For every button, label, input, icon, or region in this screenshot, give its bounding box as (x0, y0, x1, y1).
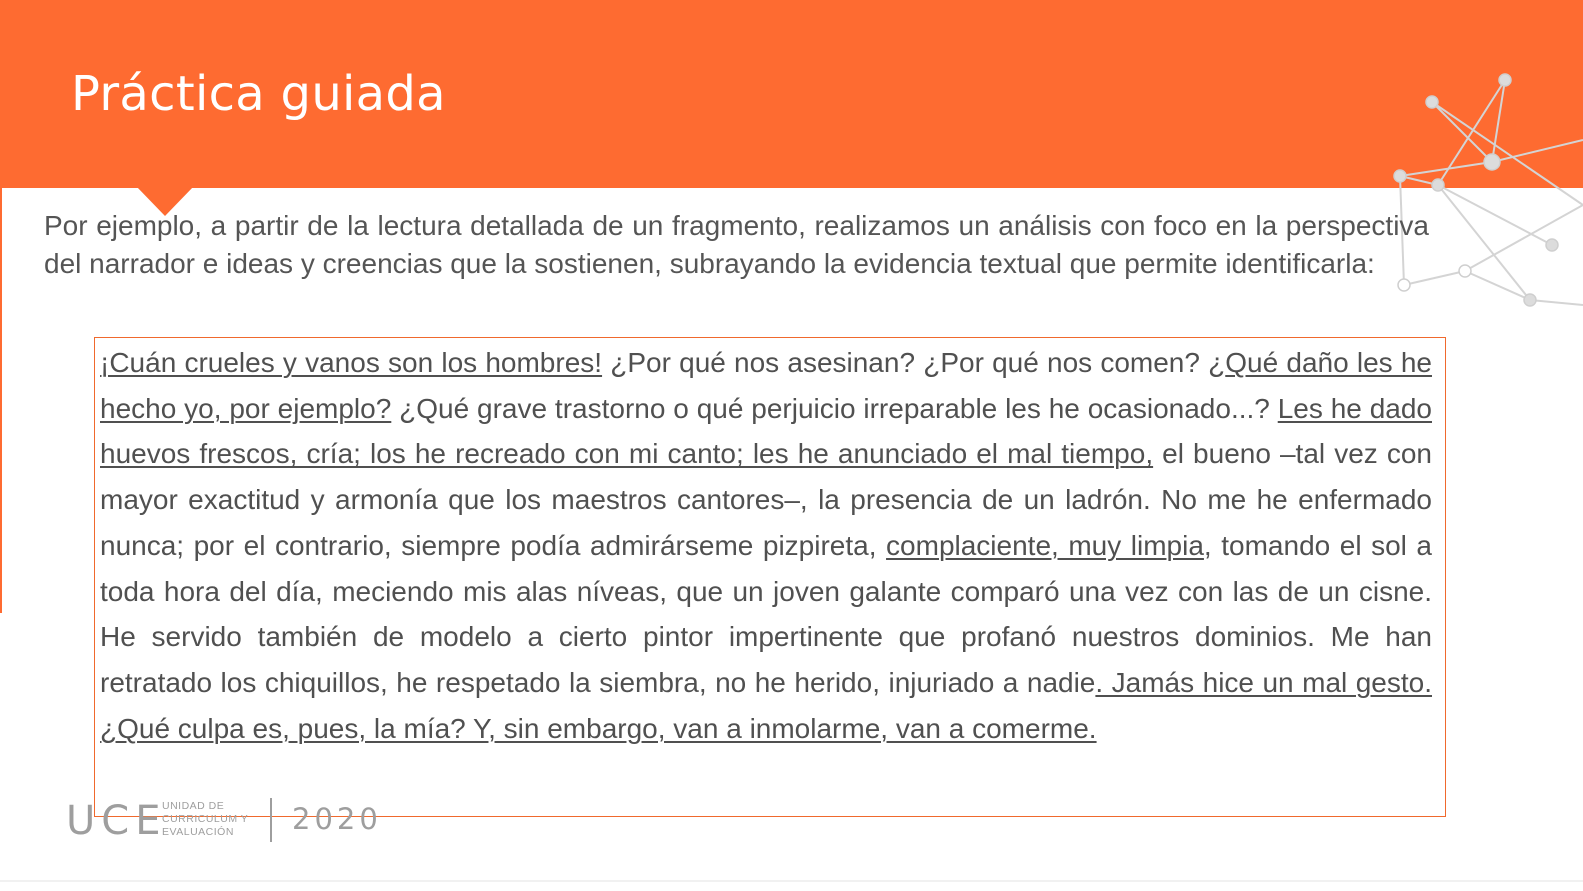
logo-wordmark: UCE (66, 798, 167, 844)
quote-paragraph (100, 340, 1432, 751)
left-accent-rule (0, 188, 2, 613)
underlined-evidence: . Jamás hice un mal gesto. ¿Qué culpa es, pues, la mía? Y, sin embargo, van a inmolarme, van a comerme. (100, 666, 1432, 744)
quote-text: ¿Por qué nos asesinan? ¿Por qué nos comen? ¿ (602, 347, 1226, 378)
logo-subtitle: UNIDAD DE CURRICULUM Y EVALUACIÓN (162, 800, 249, 838)
quote-text: , tomando el sol a toda hora del día, meciendo mis alas níveas, que un joven galante comparó una vez con las de un cisne. He servido también de modelo a cierto pintor impertinente que profanó nuestros dominios. Me han retratado los chiquillos, he respetado la siembra, no he herido, injuriado a nadie (100, 529, 1432, 698)
page-title: Práctica guiada (71, 66, 446, 122)
header-banner (0, 0, 1583, 188)
logo-year: 2020 (292, 802, 382, 836)
underlined-evidence: Les he dado huevos frescos, cría; los he recreado con mi canto; les he anunciado el mal tiempo, (100, 392, 1432, 470)
uce-logo (66, 798, 396, 844)
quote-text: el bueno –tal vez con mayor exactitud y armonía que los maestros cantores–, la presencia de un ladrón. No me he enfermado nunca; por el contrario, siempre podía admirárseme pizpireta, (100, 438, 1432, 561)
underlined-evidence: Qué daño les he hecho yo, por ejemplo? (100, 347, 1432, 424)
underlined-evidence: ¡Cuán crueles y vanos son los hombres! (100, 347, 603, 378)
intro-paragraph: Por ejemplo, a partir de la lectura detallada de un fragmento, realizamos un análisis con foco en la perspectiva del narrador e ideas y creencias que la sostienen, subrayando la evidencia textual que permite identificarla: (44, 210, 1429, 279)
quote-text: ¿Qué grave trastorno o qué perjuicio irreparable les he ocasionado...? (391, 392, 1278, 424)
underlined-evidence: complaciente, muy limpia (886, 529, 1204, 561)
logo-divider (270, 798, 272, 842)
bottom-rule (0, 880, 1583, 882)
